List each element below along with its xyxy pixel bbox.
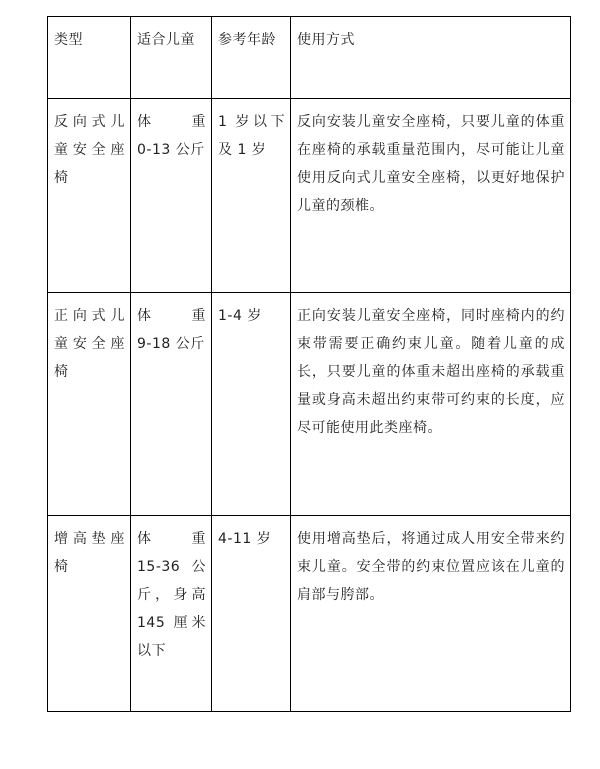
cell-fit: 体 重 15-36 公斤，身高 145 厘米以下 <box>131 516 212 712</box>
cell-type: 正向式儿童安全座椅 <box>48 293 131 516</box>
cell-fit: 体 重 9-18 公斤 <box>131 293 212 516</box>
child-seat-table-container <box>47 16 570 712</box>
header-age: 参考年龄 <box>212 17 291 99</box>
cell-age: 4-11 岁 <box>212 516 291 712</box>
cell-type: 反向式儿童安全座椅 <box>48 99 131 293</box>
cell-usage: 正向安装儿童安全座椅，同时座椅内的约束带需要正确约束儿童。随着儿童的成长，只要儿童的体重未超出座椅的承载重量或身高未超出约束带可约束的长度，应尽可能使用此类座椅。 <box>291 293 571 516</box>
header-usage: 使用方式 <box>291 17 571 99</box>
table-row <box>48 516 571 712</box>
header-fit: 适合儿童 <box>131 17 212 99</box>
table-row <box>48 99 571 293</box>
cell-age: 1 岁以下及 1 岁 <box>212 99 291 293</box>
table-row <box>48 293 571 516</box>
header-type: 类型 <box>48 17 131 99</box>
cell-age: 1-4 岁 <box>212 293 291 516</box>
cell-usage: 反向安装儿童安全座椅，只要儿童的体重在座椅的承载重量范围内，尽可能让儿童使用反向式儿童安全座椅，以更好地保护儿童的颈椎。 <box>291 99 571 293</box>
cell-usage: 使用增高垫后，将通过成人用安全带来约束儿童。安全带的约束位置应该在儿童的肩部与胯部。 <box>291 516 571 712</box>
cell-fit: 体 重 0-13 公斤 <box>131 99 212 293</box>
child-seat-table <box>47 16 571 712</box>
cell-type: 增高垫座椅 <box>48 516 131 712</box>
table-header-row <box>48 17 571 99</box>
